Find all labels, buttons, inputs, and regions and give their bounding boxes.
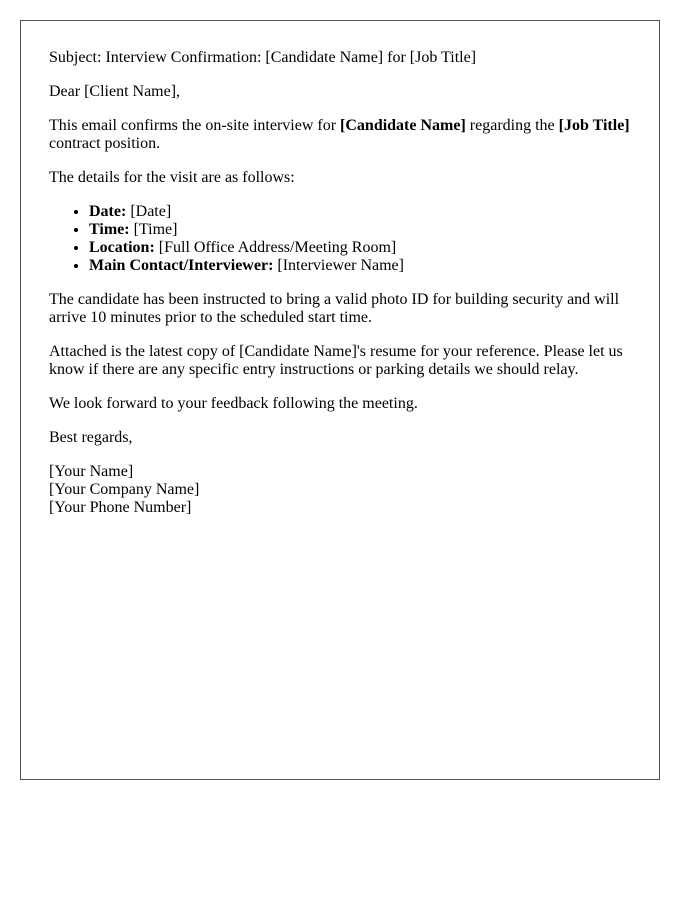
- email-subject: Subject: Interview Confirmation: [Candidate Name] for [Job Title]: [49, 49, 477, 66]
- intro-paragraph: [49, 117, 635, 153]
- sign-off: Best regards,: [49, 429, 133, 446]
- detail-value: [Interviewer Name]: [273, 257, 404, 274]
- email-body: [49, 49, 635, 533]
- detail-item-contact: [89, 257, 635, 275]
- detail-value: [Date]: [126, 203, 172, 220]
- signature-phone: [Your Phone Number]: [49, 499, 192, 516]
- detail-item-date: [89, 203, 635, 221]
- candidate-name-placeholder: [Candidate Name]: [340, 117, 466, 134]
- job-title-placeholder: [Job Title]: [558, 117, 630, 134]
- detail-value: [Time]: [129, 221, 178, 238]
- detail-label: Date:: [89, 203, 127, 220]
- intro-text-post: contract position.: [49, 135, 161, 152]
- detail-item-location: [89, 239, 635, 257]
- email-greeting: Dear [Client Name],: [49, 83, 181, 100]
- signature-company: [Your Company Name]: [49, 481, 200, 498]
- detail-label: Location:: [89, 239, 155, 256]
- detail-label: Time:: [89, 221, 130, 238]
- signature-name: [Your Name]: [49, 463, 134, 480]
- details-list: [49, 203, 635, 275]
- signature-block: [49, 463, 635, 517]
- details-intro: The details for the visit are as follows:: [49, 169, 295, 186]
- email-document: [20, 20, 660, 780]
- attachment-paragraph: Attached is the latest copy of [Candidate Name]'s resume for your reference. Please let us know if there are any specific entry instructions or parking details we should relay.: [49, 343, 623, 378]
- intro-text-pre: This email confirms the on-site interview for: [49, 117, 341, 134]
- detail-item-time: [89, 221, 635, 239]
- detail-value: [Full Office Address/Meeting Room]: [154, 239, 397, 256]
- closing-paragraph: We look forward to your feedback following the meeting.: [49, 395, 418, 412]
- instructions-paragraph: The candidate has been instructed to bring a valid photo ID for building security and will arrive 10 minutes prior to the scheduled start time.: [49, 291, 620, 326]
- intro-text-mid: regarding the: [465, 117, 559, 134]
- detail-label: Main Contact/Interviewer:: [89, 257, 274, 274]
